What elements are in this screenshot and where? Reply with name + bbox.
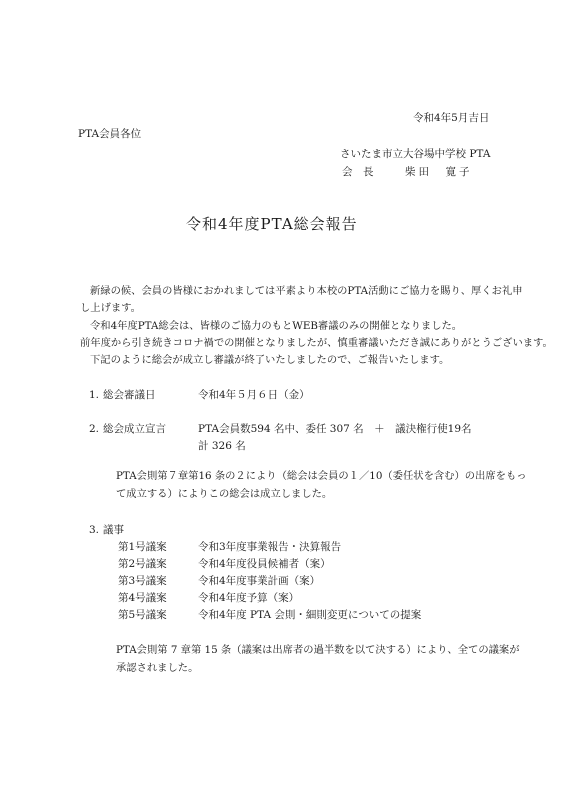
agenda-item-number: 第2号議案 (118, 558, 167, 570)
agenda-item-text: 令和4年度予算（案） (198, 592, 300, 604)
conclusion-line-1: PTA会則第 7 章第 15 条（議案は出席者の過半数を以て決する）により、全ての議案が (116, 644, 520, 656)
conclusion-line-2: 承認されました。 (116, 662, 199, 674)
quorum-total: 計 326 名 (198, 440, 246, 452)
section-label: 議事 (103, 524, 124, 536)
agenda-item-number: 第5号議案 (118, 609, 167, 621)
intro-line-1: 新緑の候、会員の皆様におかれましては平素より本校のPTA活動にご協力を賜り、厚くお礼申 (90, 285, 523, 297)
agenda-item-number: 第1号議案 (118, 541, 167, 553)
sender-title: 会 長 (342, 166, 374, 178)
quorum-counts: PTA会員数594 名中、委任 307 名 ＋ 議決権行使19名 (198, 423, 472, 435)
agenda-item-text: 令和3年度事業報告・決算報告 (198, 541, 342, 553)
intro-line-3: 令和4年度PTA総会は、皆様のご協力のもとWEB審議のみの開催となりました。 (90, 320, 463, 332)
agenda-item-text: 令和4年度 PTA 会則・細則変更についての提案 (198, 609, 422, 621)
agenda-item-text: 令和4年度役員候補者（案） (198, 558, 331, 570)
section-number: 3. (89, 524, 100, 536)
quorum-note-line-1: PTA会則第７章第16 条の２により（総会は会員の１／10（委任状を含む）の出席をもっ (116, 470, 527, 482)
agenda-item-number: 第4号議案 (118, 592, 167, 604)
section-number: 2. (89, 423, 100, 435)
agenda-item-text: 令和4年度事業計画（案） (198, 575, 321, 587)
intro-line-5: 下記のように総会が成立し審議が終了いたしましたので、ご報告いたします。 (90, 354, 450, 366)
section-value: 令和4年５月６日（金） (198, 389, 310, 401)
section-label: 総会成立宣言 (103, 423, 166, 435)
sender-name: 柴田 寛子 (405, 166, 473, 178)
agenda-item-number: 第3号議案 (118, 575, 167, 587)
date-line: 令和4年5月吉日 (413, 112, 490, 124)
intro-line-2: し上げます。 (80, 302, 141, 314)
intro-line-4: 前年度から引き続きコロナ禍での開催となりましたが、慎重審議いただき誠にありがとうございます。 (80, 337, 553, 349)
quorum-note-line-2: て成立する）によりこの総会は成立しました。 (116, 488, 333, 500)
sender-organization: さいたま市立大谷場中学校 PTA (340, 148, 491, 160)
recipient-line: PTA会員各位 (78, 128, 142, 140)
page-title: 令和4年度PTA総会報告 (186, 215, 358, 233)
section-number: 1. (89, 389, 100, 401)
section-label: 総会審議日 (103, 389, 156, 401)
